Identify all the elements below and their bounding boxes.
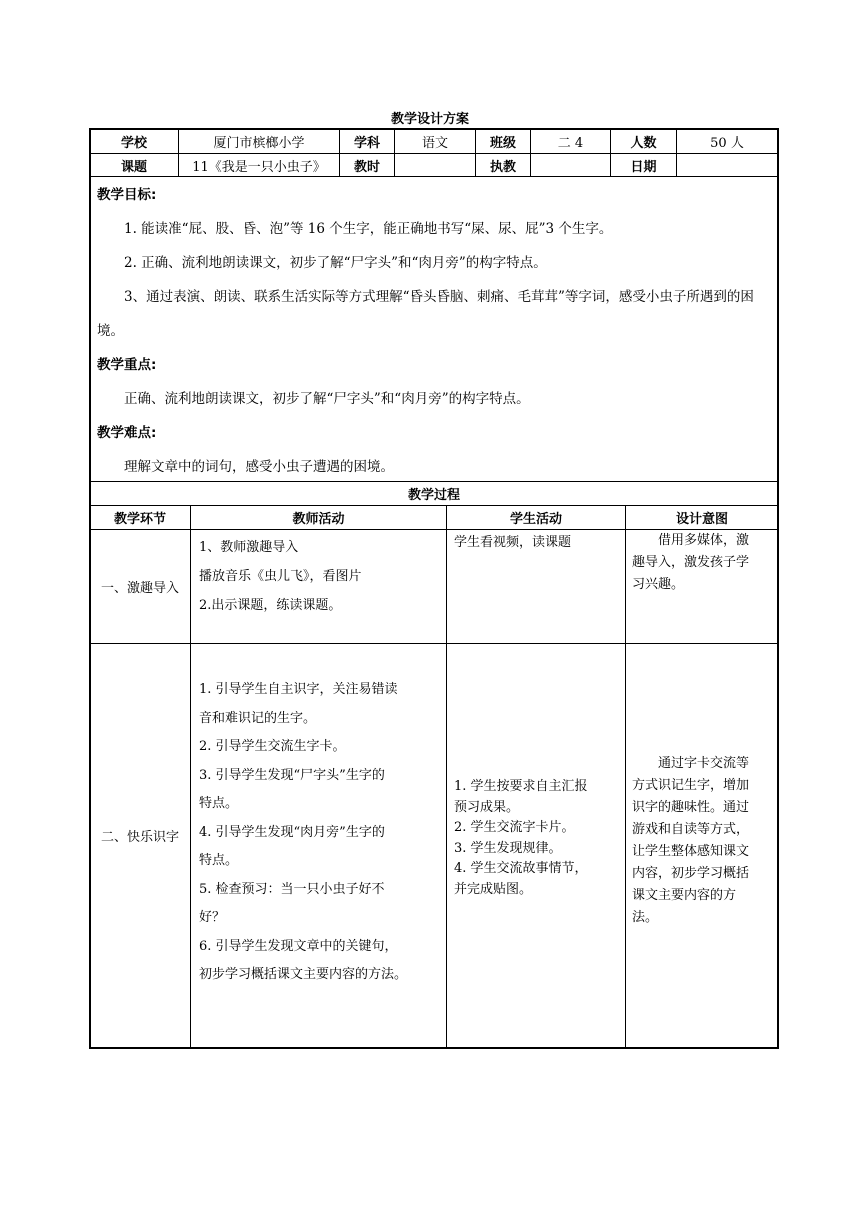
activity-line: 1. 引导学生自主识字，关注易错读 <box>199 682 398 697</box>
subject-label: 学科 <box>353 136 380 151</box>
objectives-section <box>97 178 773 484</box>
row-divider <box>89 643 779 644</box>
goal-item: 3、通过表演、朗读、联系生活实际等方式理解“昏头昏脑、刺痛、毛茸茸”等字词，感受小虫子所遇到的困境。 <box>97 289 754 339</box>
process-heading: 教学过程 <box>407 488 460 503</box>
column-header: 设计意图 <box>675 512 728 527</box>
activity-line: 1. 学生按要求自主汇报 <box>454 779 588 794</box>
intent-line: 通过字卡交流等 <box>658 756 750 771</box>
count-value: 50 人 <box>710 136 744 151</box>
activity-line: 播放音乐《虫儿飞》，看图片 <box>199 569 362 584</box>
activity-line: 2.出示课题，练读课题。 <box>199 598 342 613</box>
difficulties-text: 理解文章中的词句，感受小虫子遭遇的困境。 <box>124 459 394 475</box>
column-header: 学生活动 <box>509 512 562 527</box>
col-divider <box>625 505 626 1048</box>
activity-line: 6. 引导学生发现文章中的关键句， <box>199 938 398 954</box>
activity-line: 4. 引导学生发现“肉月旁”生字的 <box>199 824 385 840</box>
column-header: 教师活动 <box>292 512 345 527</box>
activity-line: 3. 学生发现规律。 <box>454 840 562 856</box>
activity-line: 特点。 <box>199 796 239 811</box>
goals-heading: 教学目标: <box>97 187 157 203</box>
activity-line: 并完成贴图。 <box>454 881 533 897</box>
school-value: 厦门市槟榔小学 <box>213 136 305 151</box>
intent-line: 借用多媒体，激 <box>658 533 750 548</box>
col-divider <box>190 505 191 1048</box>
activity-line: 预习成果。 <box>454 799 520 815</box>
intent-line: 内容，初步学习概括 <box>632 866 750 881</box>
activity-line: 1、教师激趣导入 <box>199 540 299 555</box>
intent-line: 游戏和自读等方式， <box>632 822 750 837</box>
count-label: 人数 <box>630 136 657 151</box>
intent-line: 法。 <box>632 910 659 925</box>
activity-line: 5. 检查预习：当一只小虫子好不 <box>199 881 385 897</box>
date-value <box>677 154 777 176</box>
key-points-heading: 教学重点: <box>97 357 157 373</box>
column-header: 教学环节 <box>113 512 166 527</box>
activity-line: 4. 学生交流故事情节， <box>454 861 588 876</box>
teacher-activity-cell <box>199 533 443 620</box>
activity-line: 2. 学生交流字卡片。 <box>454 820 575 835</box>
intent-line: 课文主要内容的方 <box>632 888 737 903</box>
intent-line: 让学生整体感知课文 <box>632 844 750 859</box>
activity-line: 3. 引导学生发现“尸字头”生字的 <box>199 767 385 783</box>
period-label: 教时 <box>353 159 380 175</box>
key-points-text: 正确、流利地朗读课文，初步了解“尸字头”和“肉月旁”的构字特点。 <box>124 391 530 407</box>
student-activity-cell <box>454 533 622 553</box>
stage-cell: 二、快乐识字 <box>100 829 179 845</box>
teacher-activity-cell <box>199 676 443 990</box>
subject-value: 语文 <box>421 136 448 151</box>
goal-item: 1. 能读准“屁、股、昏、泡”等 16 个生字，能正确地书写“屎、尿、屁”3 个生字。 <box>124 221 613 237</box>
difficulties-heading: 教学难点: <box>97 425 157 441</box>
lesson-label: 课题 <box>120 159 147 175</box>
design-intent-cell <box>632 753 776 929</box>
intent-line: 方式识记生字，增加 <box>632 778 750 793</box>
intent-line: 趣导入，激发孩子学 <box>632 555 750 570</box>
activity-line: 特点。 <box>199 853 239 868</box>
intent-line: 习兴趣。 <box>632 577 685 592</box>
activity-line: 初步学习概括课文主要内容的方法。 <box>199 967 408 982</box>
teacher-label: 执教 <box>489 159 516 175</box>
intent-line: 识字的趣味性。通过 <box>632 800 750 815</box>
lesson-value: 11《我是一只小虫子》 <box>192 159 326 175</box>
activity-line: 音和难识记的生字。 <box>199 710 317 726</box>
class-value: 二 4 <box>557 136 584 151</box>
goal-item: 2. 正确、流利地朗读课文，初步了解“尸字头”和“肉月旁”的构字特点。 <box>124 255 547 271</box>
page-title: 教学设计方案 <box>390 112 469 127</box>
design-intent-cell <box>632 530 776 596</box>
school-label: 学校 <box>120 136 147 151</box>
student-activity-cell <box>454 777 622 900</box>
class-label: 班级 <box>489 136 516 151</box>
col-divider <box>446 505 447 1048</box>
date-label: 日期 <box>630 159 657 175</box>
row-divider <box>89 176 779 177</box>
activity-line: 好？ <box>199 910 226 925</box>
period-value <box>395 154 475 176</box>
stage-cell: 一、激趣导入 <box>100 581 179 596</box>
activity-line: 2. 引导学生交流生字卡。 <box>199 739 346 754</box>
teacher-value <box>531 154 610 176</box>
activity-line: 学生看视频，读课题 <box>454 535 572 550</box>
